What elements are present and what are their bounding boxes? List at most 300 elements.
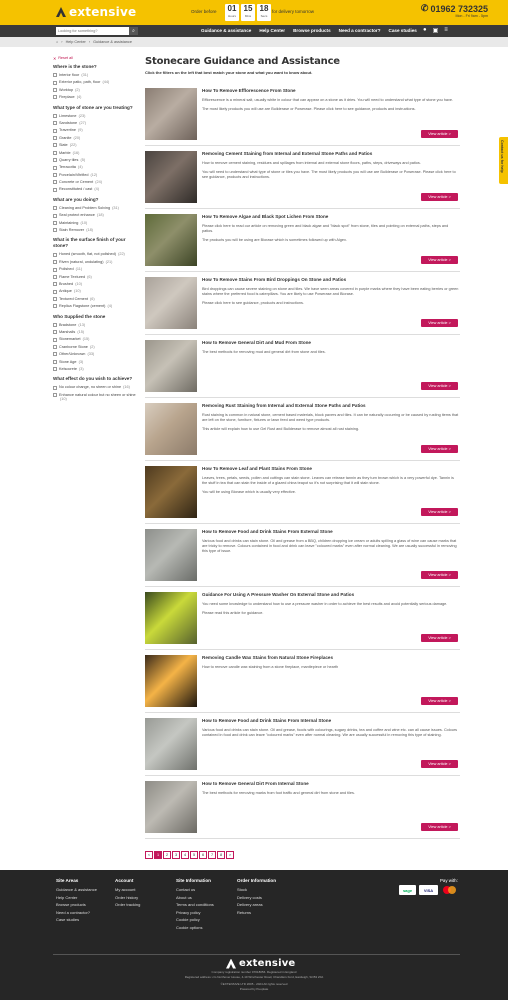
filter-option[interactable] xyxy=(53,345,137,350)
filter-option-count: (3) xyxy=(78,359,84,364)
filter-option-count: (9) xyxy=(78,128,83,133)
nav-case-studies[interactable]: Case studies xyxy=(388,28,417,33)
footer-link[interactable]: Delivery costs xyxy=(237,894,262,900)
filter-option-label: Quarry tiles xyxy=(59,157,79,162)
article-paragraph: How to remove cement staining, residues and spillages from internal and external stone floors, paths, steps, driveways and patios. xyxy=(202,161,421,165)
filter-option-label: Brushed xyxy=(59,281,74,286)
article-summary xyxy=(202,602,460,620)
filter-option-label: Sandstone xyxy=(59,120,78,125)
footer-link[interactable]: Guidance & assistance xyxy=(56,887,97,892)
pager-page[interactable]: 3 xyxy=(172,851,180,859)
countdown-mins: 15 Mins xyxy=(241,4,255,21)
filter-checkbox[interactable] xyxy=(53,158,57,162)
article-paragraph: The best methods for removing marks from foot traffic and general dirt from stone and tiles. xyxy=(202,791,355,795)
pager-page[interactable]: 7 xyxy=(208,851,216,859)
filter-option-count: (21) xyxy=(105,259,113,264)
footer-link[interactable]: Stock xyxy=(237,887,248,892)
filter-checkbox[interactable] xyxy=(53,386,57,390)
filter-option-label: Slate xyxy=(59,143,68,148)
nav-browse-products[interactable]: Browse products xyxy=(293,28,331,33)
breadcrumb xyxy=(56,40,132,44)
filter-option-count: (23) xyxy=(78,113,86,118)
filter-option-count: (22) xyxy=(69,143,77,148)
phone-icon: ✆ xyxy=(420,3,429,13)
site-logo[interactable] xyxy=(56,5,136,19)
view-article-button[interactable]: View article > xyxy=(421,445,458,453)
filter-checkbox[interactable] xyxy=(53,228,57,232)
article-card xyxy=(145,214,460,272)
filter-checkbox[interactable] xyxy=(53,121,57,125)
filter-option[interactable] xyxy=(53,165,137,170)
pager-page[interactable]: 2 xyxy=(163,851,171,859)
article-thumbnail[interactable] xyxy=(145,592,197,644)
filter-option-label: Interior floor xyxy=(59,73,80,77)
footer-link[interactable]: About us xyxy=(176,894,192,900)
article-card xyxy=(145,529,460,587)
footer-link[interactable]: Terms and conditions xyxy=(176,902,214,908)
filter-option-label: Bradstone xyxy=(59,322,77,327)
filter-option[interactable] xyxy=(53,275,137,280)
view-article-button[interactable]: View article > xyxy=(421,193,458,201)
pager-page[interactable]: 4 xyxy=(181,851,189,859)
filter-option[interactable] xyxy=(53,136,137,141)
filter-option-count: (18) xyxy=(86,228,93,233)
footer-column-title: Account xyxy=(115,878,134,883)
filter-option-label: Exterior patio, path, floor xyxy=(59,80,101,85)
view-article-button[interactable]: View article > xyxy=(421,130,458,138)
view-article-button[interactable]: View article > xyxy=(421,571,458,579)
filter-option-count: (4) xyxy=(76,95,82,100)
filter-option-count: (27) xyxy=(79,120,86,125)
filter-option[interactable] xyxy=(53,323,137,328)
footer-legal: Registered address: c/o Northover House, 4-10 Winchester Road, Chandlers Ford, Eastleigh, SO53 2FA xyxy=(184,975,324,979)
filter-option-count: (24) xyxy=(95,180,103,185)
filter-option-count: (20) xyxy=(73,135,81,140)
filter-option[interactable] xyxy=(53,393,137,402)
delivery-countdown xyxy=(225,4,271,21)
pager-page[interactable]: 6 xyxy=(199,851,207,859)
footer-column-title: Site Areas xyxy=(56,878,79,883)
filter-option-label: Other/Unknown xyxy=(59,352,86,357)
article-thumbnail[interactable] xyxy=(145,151,197,203)
article-card xyxy=(145,592,460,650)
view-article-button[interactable]: View article > xyxy=(421,319,458,327)
filter-group xyxy=(53,197,137,234)
filter-option[interactable] xyxy=(53,304,137,309)
filter-option-label: Limestone xyxy=(59,113,77,118)
article-title[interactable]: How To Remove Algae and Black Spot Lichen From Stone xyxy=(202,214,329,219)
filter-option-label: Textured Cement xyxy=(59,296,88,301)
pager-page[interactable]: 5 xyxy=(190,851,198,859)
search-input[interactable] xyxy=(56,27,129,35)
filter-checkbox[interactable] xyxy=(53,345,57,349)
filter-checkbox[interactable] xyxy=(53,268,57,272)
reset-filters[interactable]: ✕ Reset all xyxy=(53,56,73,61)
filter-option-label: Enhance natural colour but no sheen or shine xyxy=(59,392,136,397)
filter-group-title: What are you doing? xyxy=(53,196,99,202)
filter-option-label: Kelsocrete xyxy=(59,366,77,371)
filter-option-label: Antique xyxy=(59,289,72,294)
pagination xyxy=(145,851,234,859)
footer-link[interactable]: Contact us xyxy=(176,887,196,892)
footer-link[interactable]: Case studies xyxy=(56,917,80,923)
article-summary xyxy=(202,728,460,742)
filter-option[interactable] xyxy=(53,158,137,163)
filter-option-label: Travertine xyxy=(59,128,76,133)
article-thumbnail[interactable] xyxy=(145,529,197,581)
article-card xyxy=(145,781,460,839)
filter-option-label: Honed (smooth, flat, not polished) xyxy=(59,252,116,257)
filter-checkbox[interactable] xyxy=(53,173,57,177)
account-icon[interactable]: ● xyxy=(423,27,427,33)
article-thumbnail[interactable] xyxy=(145,466,197,518)
filter-checkbox[interactable] xyxy=(53,282,57,286)
article-title[interactable]: How to Remove Food and Drink Stains From External Stone xyxy=(202,529,333,534)
filter-option[interactable] xyxy=(53,180,137,185)
article-title[interactable]: How to Remove General Dirt From Internal Stone xyxy=(202,781,309,786)
nav-icons xyxy=(423,27,448,34)
article-summary xyxy=(202,539,460,557)
filter-option-count: (15) xyxy=(77,329,85,334)
view-article-button[interactable]: View article > xyxy=(421,697,458,705)
article-summary xyxy=(202,161,460,183)
filter-option[interactable] xyxy=(53,282,137,287)
filter-checkbox[interactable] xyxy=(53,136,57,140)
filter-checkbox[interactable] xyxy=(53,95,57,99)
filter-option[interactable] xyxy=(53,95,137,100)
article-paragraph: Please click here to see guidance, products and instructions. xyxy=(202,300,304,305)
phone-number[interactable]: ✆ 01962 732325 xyxy=(420,3,488,14)
filter-option-count: (18) xyxy=(96,213,104,218)
article-paragraph: You will need to understand what type of stone or tiles you have. The most likely products you will use are Builderase or Powerase. Please click here to see guidance, products and instructions. xyxy=(202,169,456,179)
filter-option-count: (15) xyxy=(82,337,90,342)
nav-help-center[interactable]: Help Center xyxy=(259,28,286,33)
footer-link[interactable]: Cookie policy xyxy=(176,917,200,923)
countdown-secs: 18 Secs xyxy=(257,4,271,21)
article-title[interactable]: Removing Rust Staining from Internal and External Stone Paths and Patios xyxy=(202,403,366,408)
footer-powered: Powered by Peoplate xyxy=(239,987,269,991)
filter-checkbox[interactable] xyxy=(53,206,57,210)
filter-option-label: Riven (natural, undulating) xyxy=(59,259,104,264)
footer-legal: Company registration number 07018056. Registered in England xyxy=(211,970,297,974)
filter-option[interactable] xyxy=(53,385,137,390)
filter-checkbox[interactable] xyxy=(53,166,57,170)
filter-group-title: What type of stone are you treating? xyxy=(53,104,133,110)
footer-divider xyxy=(53,954,460,955)
filter-option-label: Terracotta xyxy=(59,165,76,170)
article-paragraph: You will be using Biorase which is usually very effective. xyxy=(202,489,296,494)
logo-icon xyxy=(56,7,66,17)
filter-option[interactable] xyxy=(53,260,137,265)
filter-checkbox[interactable] xyxy=(53,330,57,334)
filter-group xyxy=(53,376,137,402)
filter-option-label: Stonemarket xyxy=(59,337,81,342)
article-summary xyxy=(202,476,460,498)
filter-checkbox[interactable] xyxy=(53,290,57,294)
filter-checkbox[interactable] xyxy=(53,304,57,308)
article-title[interactable]: How to Remove Food and Drink Stains From Internal Stone xyxy=(202,718,332,723)
footer-link[interactable]: My account xyxy=(115,887,136,892)
filter-option[interactable] xyxy=(53,73,137,78)
article-paragraph: Leaves, trees, petals, seeds, pollen and cuttings can stain stone. Leaves can release tannin as they turn brown which is a very powerful dye. Tannin is the stuff in tea that can stain the inside of a glazed china teapot so it's not surprising that it will stain stone. xyxy=(202,476,454,485)
filter-option[interactable] xyxy=(53,221,137,226)
filter-option[interactable] xyxy=(53,151,137,156)
close-icon: ✕ xyxy=(53,57,57,61)
filter-group xyxy=(53,314,137,373)
filter-checkbox[interactable] xyxy=(53,338,57,342)
filter-option-label: Fireplace xyxy=(59,95,75,100)
filter-checkbox[interactable] xyxy=(53,73,57,77)
article-thumbnail[interactable] xyxy=(145,340,197,392)
filter-option-count: (33) xyxy=(87,352,95,357)
view-article-button[interactable]: View article > xyxy=(421,823,458,831)
filter-option-count: (44) xyxy=(102,80,110,85)
footer-link[interactable]: Order tracking xyxy=(115,902,141,908)
filter-option-count: (4) xyxy=(94,187,100,192)
main-content xyxy=(145,56,460,75)
filter-option-count: (10) xyxy=(73,289,81,294)
article-thumbnail[interactable] xyxy=(145,781,197,833)
nav-contractor[interactable]: Need a contractor? xyxy=(338,28,381,33)
filter-checkbox[interactable] xyxy=(53,393,57,397)
footer-link[interactable]: Need a contractor? xyxy=(56,909,91,915)
filter-option-count: (5) xyxy=(80,157,86,162)
article-title[interactable]: How to Remove General Dirt and Mud From Stone xyxy=(202,340,311,345)
filter-checkbox[interactable] xyxy=(53,260,57,264)
article-paragraph: The most likely products you will use are Builderase or Powerase. Please click here to see guidance, products and instructions. xyxy=(202,106,416,111)
article-thumbnail[interactable] xyxy=(145,718,197,770)
filter-group-title: Where is the stone? xyxy=(53,64,97,69)
filter-checkbox[interactable] xyxy=(53,323,57,327)
search-button[interactable] xyxy=(129,27,138,35)
filter-option-count: (10) xyxy=(75,281,82,286)
article-card xyxy=(145,88,460,146)
article-card xyxy=(145,151,460,209)
article-card xyxy=(145,340,460,398)
article-paragraph: You need some knowledge to understand how to use a pressure washer in order to achieve the best results and avoid potentially serious damage. xyxy=(202,602,448,606)
filter-checkbox[interactable] xyxy=(53,81,57,85)
filter-group xyxy=(53,237,137,309)
filter-option-count: (6) xyxy=(89,296,95,301)
filter-checkbox[interactable] xyxy=(53,143,57,147)
article-paragraph: The best methods for removing mud and general dirt from stone and tiles. xyxy=(202,350,326,354)
filter-option[interactable] xyxy=(53,213,137,218)
pager-page[interactable]: 8 xyxy=(217,851,225,859)
article-paragraph: Please read this article for guidance. xyxy=(202,610,264,615)
filter-checkbox[interactable] xyxy=(53,151,57,155)
page-intro: Click the filters on the left that best match your stone and what you want to know about. xyxy=(145,70,313,75)
article-title[interactable]: How To Remove Stains From Bird Droppings On Stone and Patios xyxy=(202,277,347,282)
filter-checkbox[interactable] xyxy=(53,352,57,356)
filter-group-title: What is the surface finish of your stone? xyxy=(53,237,126,249)
basket-icon[interactable]: ▣ xyxy=(432,28,439,34)
nav-guidance[interactable]: Guidance & assistance xyxy=(201,28,252,33)
contact-help-tab[interactable]: Contact us for help xyxy=(499,137,508,184)
filter-option-count: (10) xyxy=(60,397,67,402)
footer-link[interactable]: Privacy policy xyxy=(176,909,201,915)
filter-checkbox[interactable] xyxy=(53,360,57,364)
article-thumbnail[interactable] xyxy=(145,403,197,455)
filter-option[interactable] xyxy=(53,173,137,178)
page-title: Stonecare Guidance and Assistance xyxy=(145,56,340,67)
filter-checkbox[interactable] xyxy=(53,253,57,257)
filter-option-label: Cranborne Stone xyxy=(59,344,88,349)
article-paragraph: This article will explain how to use Gel Rust and Builderase to remove almost all rust staining. xyxy=(202,426,360,431)
footer-column xyxy=(115,878,140,909)
filter-option[interactable] xyxy=(53,367,137,372)
visa-icon: VISA xyxy=(419,885,438,895)
filter-option-label: Reconstituted / cast xyxy=(59,187,93,192)
filter-option[interactable] xyxy=(53,330,137,335)
filter-option-count: (4) xyxy=(107,304,113,309)
article-paragraph: Efflorescence is a mineral salt, usually white in colour that can appear on a stone as it dries. You will need to understand what type of stone you have. xyxy=(202,98,454,102)
pay-with-label: Pay with: xyxy=(440,878,458,883)
filter-option[interactable] xyxy=(53,88,137,93)
article-title[interactable]: How To Remove Efflorescence From Stone xyxy=(202,88,296,93)
filter-option-label: Concrete or Cement xyxy=(59,180,94,185)
filter-option-count: (3) xyxy=(79,366,84,371)
menu-icon[interactable]: ≡ xyxy=(444,27,448,33)
article-paragraph: Bird droppings can cause severe staining on stone and tiles. We have seen areas covered in purple marks where they have been eating berries or green stains where the preferred food is caterpillars. You are likely to use Powerase and Biorase. xyxy=(202,287,459,296)
footer-column xyxy=(237,878,276,916)
view-article-button[interactable]: View article > xyxy=(421,256,458,264)
filter-option[interactable] xyxy=(53,352,137,357)
filter-option-count: (4) xyxy=(77,165,83,170)
filter-option[interactable] xyxy=(53,114,137,119)
filter-option-count: (11) xyxy=(75,267,83,272)
filter-option-count: (10) xyxy=(80,220,88,225)
article-paragraph: Various food and drinks can stain stone. Oil and grease, foods with colourings, sugary drinks, tea and coffee and wine etc. can all cause issues. Colours contained in food and drink can leave "coloured marks" even after normal cleaning. We are usually successful in removing this type of staining. xyxy=(202,728,458,737)
order-before-label: Order before xyxy=(191,9,217,14)
filter-group xyxy=(53,64,137,101)
filter-option[interactable] xyxy=(53,337,137,342)
filter-group xyxy=(53,105,137,193)
breadcrumb-separator: › xyxy=(61,40,63,44)
delivery-text: for delivery tomorrow xyxy=(272,9,315,14)
article-card xyxy=(145,277,460,335)
filter-option-label: No colour change, no sheen or shine xyxy=(59,385,122,390)
article-title[interactable]: Guidance For Using A Pressure Washer On External Stone and Patios xyxy=(202,592,355,597)
article-summary xyxy=(202,350,460,359)
filter-option[interactable] xyxy=(53,228,137,233)
filter-group-title: Who Supplied the stone xyxy=(53,313,106,319)
pager-prev[interactable]: < xyxy=(145,851,153,859)
filter-option-label: Granite xyxy=(59,135,72,140)
filter-option-label: Marshalls xyxy=(59,329,76,334)
pager-page[interactable]: 1 xyxy=(154,851,162,859)
filter-option-count: (6) xyxy=(87,274,92,279)
filter-option[interactable] xyxy=(53,187,137,192)
filter-checkbox[interactable] xyxy=(53,275,57,279)
article-card xyxy=(145,655,460,713)
footer-column xyxy=(56,878,97,924)
filter-option-label: Polished xyxy=(59,267,74,272)
filter-checkbox[interactable] xyxy=(53,180,57,184)
filter-checkbox[interactable] xyxy=(53,114,57,118)
filter-option-count: (13) xyxy=(78,322,86,327)
footer-link[interactable]: Returns xyxy=(237,909,252,915)
footer-column xyxy=(176,878,214,932)
view-article-button[interactable]: View article > xyxy=(421,760,458,768)
footer-link[interactable]: Delivery areas xyxy=(237,902,263,908)
article-title[interactable]: Removing Candle Wax Stains from Natural Stone Fireplaces xyxy=(202,655,334,660)
filter-checkbox[interactable] xyxy=(53,129,57,133)
nav-links xyxy=(201,28,417,33)
filter-option[interactable] xyxy=(53,252,137,257)
filter-option[interactable] xyxy=(53,143,137,148)
filter-option[interactable] xyxy=(53,297,137,302)
article-summary xyxy=(202,98,460,116)
view-article-button[interactable]: View article > xyxy=(421,382,458,390)
payment-logos xyxy=(399,885,458,895)
article-thumbnail[interactable] xyxy=(145,655,197,707)
home-icon[interactable]: ⌂ xyxy=(56,40,59,44)
footer-link[interactable]: Browse products xyxy=(56,902,86,908)
article-summary xyxy=(202,791,460,800)
article-thumbnail[interactable] xyxy=(145,88,197,140)
filter-option[interactable] xyxy=(53,267,137,272)
filter-option-label: Worktop xyxy=(59,87,74,92)
article-paragraph: The products you will be using are Biorase which is sometimes followed up with Algex. xyxy=(202,237,347,242)
article-title[interactable]: Removing Cement Staining from Internal and External Stone Paths and Patios xyxy=(202,151,373,156)
filter-option-count: (16) xyxy=(123,385,130,390)
article-summary xyxy=(202,665,460,674)
pager-next[interactable]: > xyxy=(226,851,234,859)
filter-checkbox[interactable] xyxy=(53,214,57,218)
filter-option-count: (22) xyxy=(118,252,125,257)
filter-sidebar xyxy=(53,56,137,406)
article-thumbnail[interactable] xyxy=(145,277,197,329)
filter-option-label: Replica Flagstone (cement) xyxy=(59,304,106,309)
filter-checkbox[interactable] xyxy=(53,188,57,192)
breadcrumb-help-center[interactable]: Help Center xyxy=(65,40,86,44)
footer-link[interactable]: Help Center xyxy=(56,894,78,900)
article-card xyxy=(145,466,460,524)
filter-checkbox[interactable] xyxy=(53,367,57,371)
filter-option[interactable] xyxy=(53,121,137,126)
filter-option-label: Stain Remover xyxy=(59,228,85,233)
breadcrumb-current: Guidance & assistance xyxy=(93,40,132,44)
filter-option-count: (31) xyxy=(112,205,119,210)
filter-option-count: (16) xyxy=(72,150,80,155)
filter-option[interactable] xyxy=(53,206,137,211)
filter-checkbox[interactable] xyxy=(53,88,57,92)
article-title[interactable]: How To Remove Leaf and Plant Stains From Stone xyxy=(202,466,312,471)
filter-option-label: Seal protect enhance xyxy=(59,213,95,218)
article-summary xyxy=(202,287,460,309)
filter-option[interactable] xyxy=(53,289,137,294)
article-thumbnail[interactable] xyxy=(145,214,197,266)
filter-option[interactable] xyxy=(53,360,137,365)
filter-option-label: Stone Age xyxy=(59,359,77,364)
filter-checkbox[interactable] xyxy=(53,297,57,301)
view-article-button[interactable]: View article > xyxy=(421,634,458,642)
article-paragraph: Please click here to read our article on removing green and black algae and "black spot" from stone, tiles and pointing on external paths, steps and patios. xyxy=(202,224,449,233)
article-paragraph: Rust staining is common in natural stone, cement based materials, block pavers and tiles. It can be naturally occurring or be caused by rusting items that are left on the stone, furniture, fixtures or lawn feed and weed type products. xyxy=(202,413,459,422)
article-summary xyxy=(202,413,460,435)
filter-group-title: What effect do you wish to achieve? xyxy=(53,376,133,382)
view-article-button[interactable]: View article > xyxy=(421,508,458,516)
article-summary xyxy=(202,224,460,246)
filter-option[interactable] xyxy=(53,128,137,133)
footer-logo: extensive xyxy=(226,958,295,969)
article-card xyxy=(145,718,460,776)
footer-link[interactable]: Cookie options xyxy=(176,924,203,930)
filter-option-count: (2) xyxy=(75,87,80,92)
filter-checkbox[interactable] xyxy=(53,221,57,225)
footer-link[interactable]: Order history xyxy=(115,894,139,900)
filter-option[interactable] xyxy=(53,80,137,85)
